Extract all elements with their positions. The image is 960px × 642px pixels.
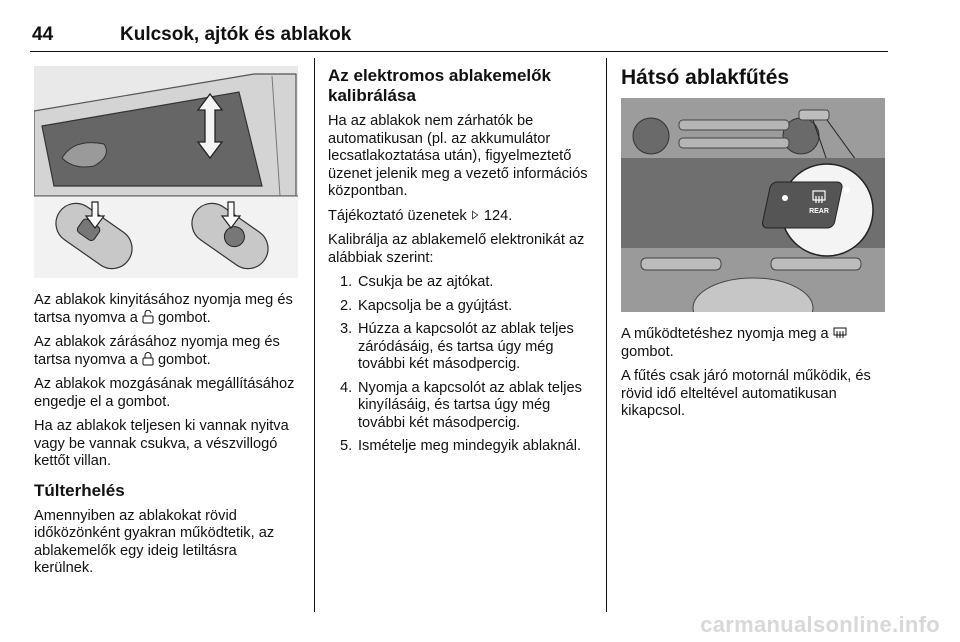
unlock-icon <box>142 310 154 324</box>
list-item <box>328 274 596 292</box>
rear-defrost-illustration <box>621 98 885 312</box>
step-number: 5. <box>340 438 353 454</box>
text: gombot. <box>153 351 211 368</box>
column-1 <box>34 292 300 585</box>
list-item <box>328 438 596 456</box>
rear-window-heating-icon <box>833 326 847 340</box>
step-number: 1. <box>340 274 353 290</box>
calibration-steps-list <box>328 274 596 456</box>
heading-calibration: Az elektromos ablakemelők kalibrálása <box>328 66 551 105</box>
lock-icon <box>142 352 154 366</box>
header-rule <box>30 51 888 52</box>
watermark: carmanualsonline.info <box>700 612 940 637</box>
step-number: 4. <box>340 379 353 396</box>
paragraph-open-windows <box>34 292 300 327</box>
column-3-heading <box>621 66 887 90</box>
heading-rear-window-heating: Hátsó ablakfűtés <box>621 66 790 89</box>
page-header <box>30 24 888 54</box>
step-text: Nyomja a kapcsolót az ablak teljes kinyílásáig, és tartsa úgy még további két másodpercig. <box>358 379 582 431</box>
paragraph-hazard-flash: Ha az ablakok teljesen ki vannak nyitva vagy be vannak csukva, a vészvillogó kettőt villan. <box>34 418 289 469</box>
page-reference-arrow-icon <box>471 208 480 222</box>
paragraph-calibration-intro: Ha az ablakok nem zárhatók be automatikusan (pl. az akkumulátor lecsatlakoztatása után), figyelmeztető üzenet jelenik meg a vezető információs központban. <box>328 113 588 199</box>
list-item <box>328 321 596 374</box>
page-number: 44 <box>32 24 54 45</box>
rear-button-label: REAR <box>809 208 829 215</box>
console-drawing <box>621 98 885 312</box>
paragraph-rear-heating-operate <box>621 326 887 361</box>
step-number: 2. <box>340 297 353 314</box>
paragraph-calibration-steps-intro: Kalibrálja az ablakemelő elektronikát az alábbiak szerint: <box>328 232 585 266</box>
column-divider-1 <box>314 58 315 612</box>
paragraph-info-messages <box>328 208 596 226</box>
text: Az ablakok zárásához nyomja meg és tartsa nyomva a <box>34 334 280 368</box>
column-2 <box>328 66 596 462</box>
paragraph-close-windows <box>34 334 300 369</box>
page-reference: 124. <box>483 207 513 224</box>
step-text: Ismételje meg mindegyik ablaknál. <box>358 438 582 454</box>
paragraph-stop: Az ablakok mozgásának megállításához engedje el a gombot. <box>34 376 295 410</box>
text: gombot. <box>621 343 674 360</box>
text: Tájékoztató üzenetek <box>328 207 471 224</box>
list-item <box>328 298 596 316</box>
step-text: Kapcsolja be a gyújtást. <box>358 297 513 314</box>
column-3 <box>621 326 887 428</box>
page-title: Kulcsok, ajtók és ablakok <box>120 24 352 45</box>
paragraph-rear-heating-info: A fűtés csak járó motornál működik, és rövid idő elteltével automatikusan kikapcsol. <box>621 368 871 419</box>
window-key-illustration <box>34 66 298 278</box>
step-text: Húzza a kapcsolót az ablak teljes záródásáig, és tartsa úgy még további két másodpercig. <box>358 321 574 372</box>
column-divider-2 <box>606 58 607 612</box>
text: A működtetéshez nyomja meg a <box>621 326 833 342</box>
step-text: Csukja be az ajtókat. <box>358 274 494 290</box>
paragraph-overload: Amennyiben az ablakokat rövid időközönként gyakran működtetik, az ablakemelők egy ideig letiltásra kerülnek. <box>34 507 275 576</box>
text: gombot. <box>153 309 211 326</box>
text: Az ablakok kinyitásához nyomja meg és tartsa nyomva a <box>34 292 293 326</box>
window-key-drawing <box>34 66 298 278</box>
list-item <box>328 380 596 433</box>
heading-overload: Túlterhelés <box>34 480 125 500</box>
step-number: 3. <box>340 321 353 337</box>
